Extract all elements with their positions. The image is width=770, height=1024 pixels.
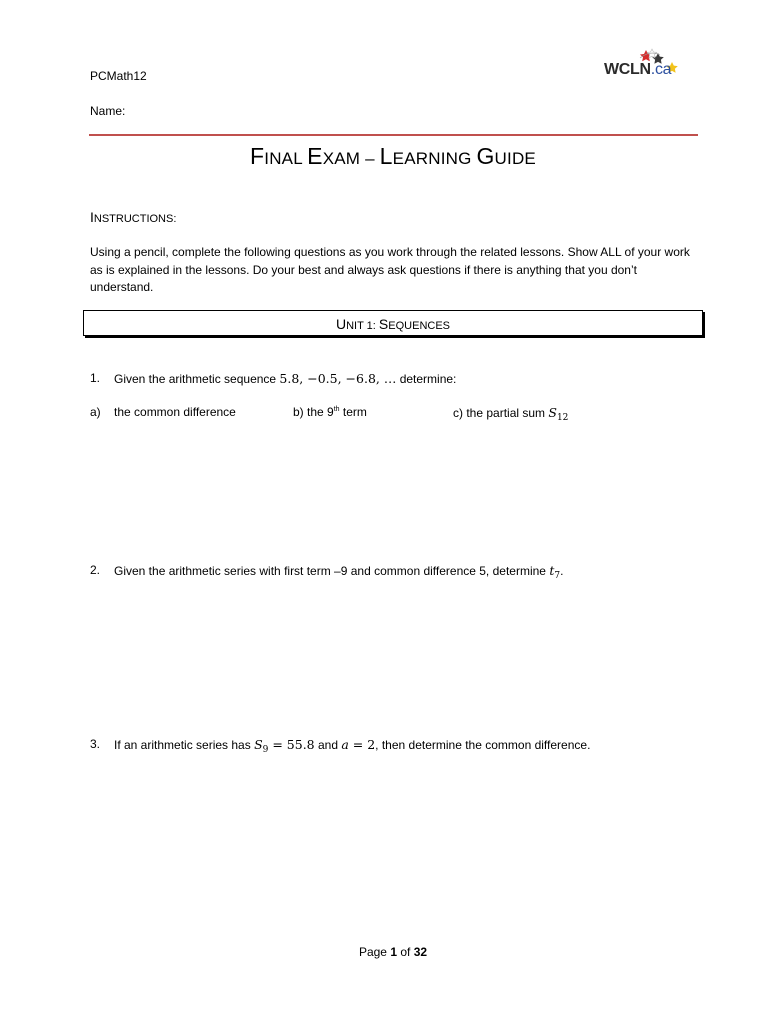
question-number: 1.: [90, 371, 101, 385]
question-1: [0, 371, 770, 387]
part-c-text: c) the partial sum $S_{12}$: [453, 405, 569, 423]
part-a-label: a): [90, 405, 101, 419]
question-text: If an arithmetic series has $S_9 = 55.8$ and a = 2, then determine the common difference.: [114, 737, 591, 755]
question-number: 2.: [90, 563, 101, 577]
question-number: 3.: [90, 737, 101, 751]
question-2: [0, 563, 770, 581]
instructions-heading: INSTRUCTIONS:: [90, 209, 177, 225]
part-a-text: the common difference: [114, 405, 236, 419]
part-b-text: b) the 9th term: [293, 405, 367, 419]
name-label: Name:: [90, 104, 126, 118]
question-1-parts: [0, 405, 770, 423]
header-rule: [89, 134, 698, 136]
course-code: PCMath12: [90, 69, 147, 83]
question-text: Given the arithmetic series with first term –9 and common difference 5, determine $t_7$.: [114, 563, 564, 581]
unit-title: UNIT 1: SEQUENCES: [335, 316, 451, 332]
document-title: FINAL EXAM – LEARNING GUIDE: [250, 143, 536, 169]
unit-banner: [83, 310, 703, 336]
wcln-logo: [602, 48, 684, 82]
instructions-text: Using a pencil, complete the following questions as you work through the related lessons. Show ALL of your work as is explained in the lessons. Do your best and always ask questions if there is anything that you don’t understand.: [90, 245, 690, 294]
logo-text: WCLN.ca: [604, 61, 672, 78]
total-pages: 32: [413, 945, 428, 959]
page-footer: Page 1 of 32: [358, 945, 428, 959]
current-page: 1: [390, 945, 397, 959]
question-3: [0, 737, 770, 755]
question-text: Given the arithmetic sequence 5.8, −0.5, −6.8, … determine:: [114, 371, 457, 386]
